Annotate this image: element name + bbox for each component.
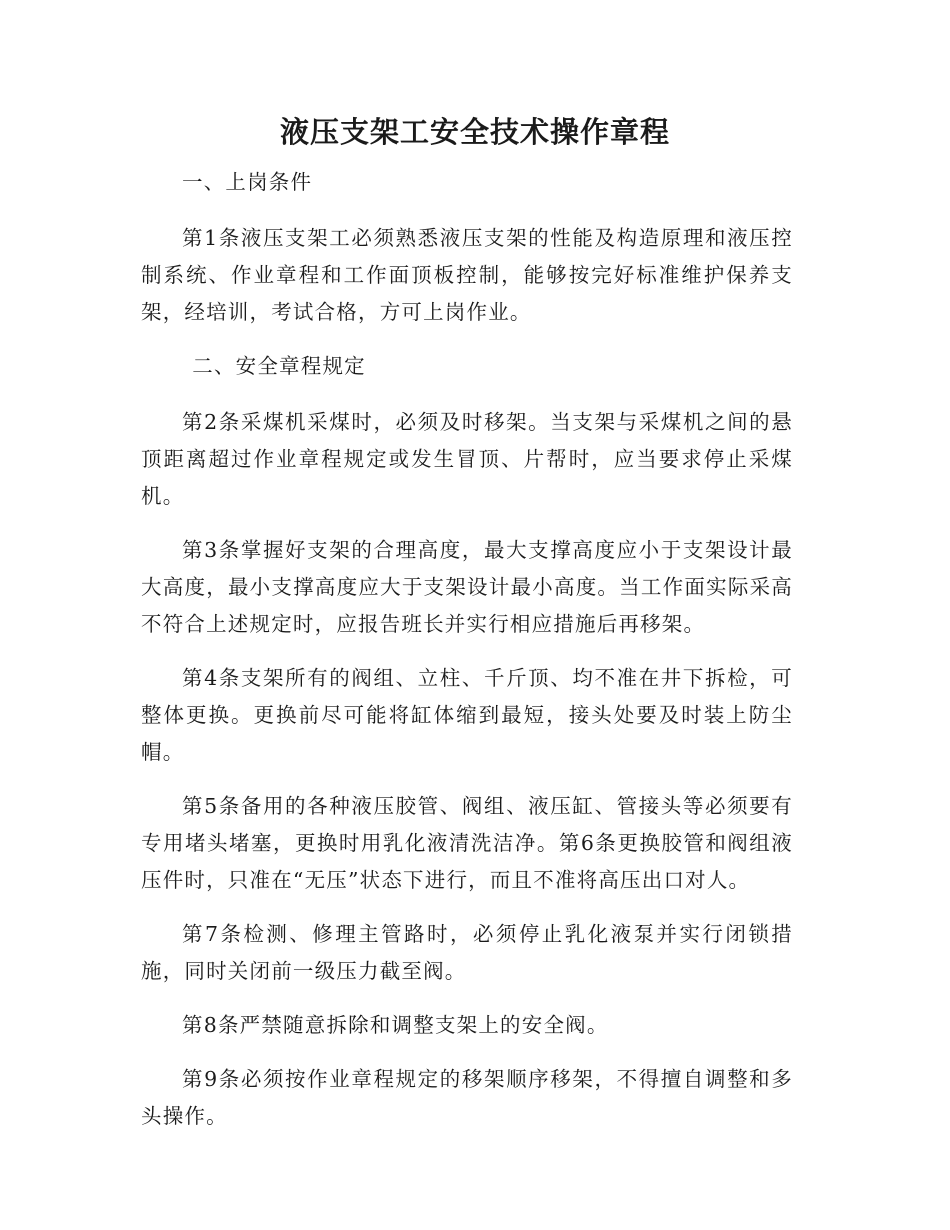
- section-heading-2: 二、安全章程规定: [192, 354, 366, 378]
- article-7: 第7条检测、修理主管路时，必须停止乳化液泵并实行闭锁措施，同时关闭前一级压力截至阀。: [141, 922, 793, 983]
- article-4: 第4条支架所有的阀组、立柱、千斤顶、均不准在井下拆检，可整体更换。更换前尽可能将缸体缩到最短，接头处要及时装上防尘帽。: [141, 666, 793, 764]
- document-body: [141, 164, 793, 1152]
- document-title: 液压支架工安全技术操作章程: [279, 115, 670, 149]
- article-9: 第9条必须按作业章程规定的移架顺序移架，不得擅自调整和多头操作。: [141, 1067, 793, 1128]
- article-1: 第1条液压支架工必须熟悉液压支架的性能及构造原理和液压控制系统、作业章程和工作面顶板控制，能够按完好标准维护保养支架，经培训，考试合格，方可上岗作业。: [141, 226, 793, 324]
- article-2: 第2条采煤机采煤时，必须及时移架。当支架与采煤机之间的悬顶距离超过作业章程规定或发生冒顶、片帮时，应当要求停止采煤机。: [141, 410, 793, 508]
- article-8: 第8条严禁随意拆除和调整支架上的安全阀。: [182, 1013, 609, 1037]
- article-3: 第3条掌握好支架的合理高度，最大支撑高度应小于支架设计最大高度，最小支撑高度应大于支架设计最小高度。当工作面实际采高不符合上述规定时，应报告班长并实行相应措施后再移架。: [141, 538, 793, 636]
- article-5-6: 第5条备用的各种液压胶管、阀组、液压缸、管接头等必须要有专用堵头堵塞，更换时用乳化液清洗洁净。第6条更换胶管和阀组液压件时，只准在“无压”状态下进行，而且不准将高压出口对人。: [141, 794, 793, 892]
- section-heading-1: 一、上岗条件: [182, 170, 313, 194]
